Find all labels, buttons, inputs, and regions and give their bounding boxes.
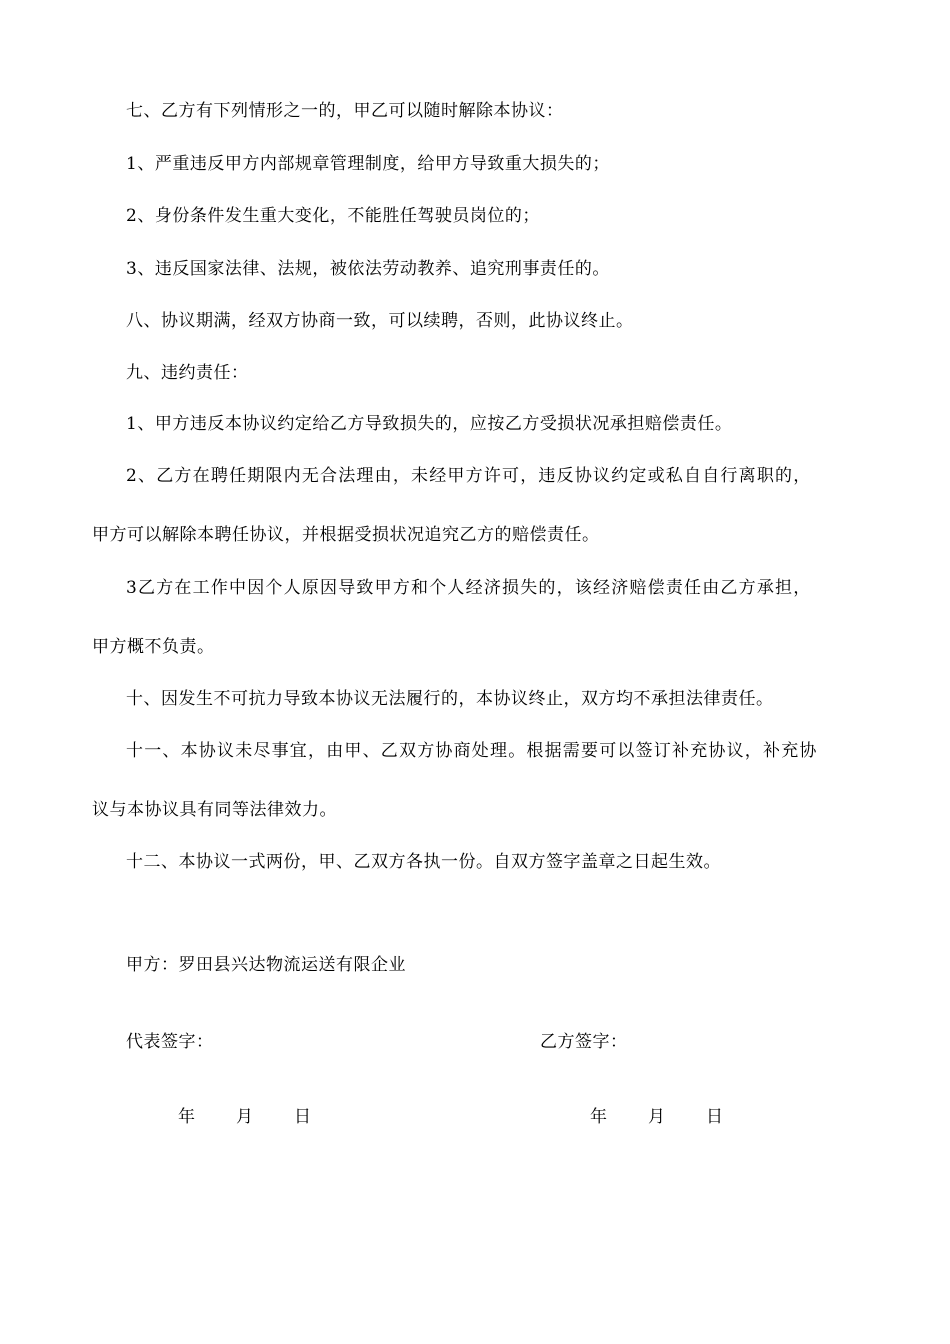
clause-10: 十、因发生不可抗力导致本协议无法履行的，本协议终止，双方均不承担法律责任。	[126, 689, 774, 709]
party-a-date-year: 年	[178, 1107, 195, 1127]
clause-12: 十二、本协议一式两份，甲、乙双方各执一份。自双方签字盖章之日起生效。	[126, 852, 721, 872]
clause-9-item-3-line-2: 甲方概不负责。	[92, 637, 215, 657]
clause-7-item-2: 2、身份条件发生重大变化，不能胜任驾驶员岗位的；	[126, 206, 540, 226]
clause-9-item-2-line-2: 甲方可以解除本聘任协议，并根据受损状况追究乙方的赔偿责任。	[92, 525, 600, 545]
clause-11-line-1: 十一、本协议未尽事宜，由甲、乙双方协商处理。根据需要可以签订补充协议，补充协	[126, 741, 818, 761]
clause-9-item-3-line-1: 3乙方在工作中因个人原因导致甲方和个人经济损失的，该经济赔偿责任由乙方承担，	[126, 578, 812, 598]
clause-7-item-1: 1、严重违反甲方内部规章管理制度，给甲方导致重大损失的；	[126, 154, 610, 174]
clause-8: 八、协议期满，经双方协商一致，可以续聘，否则，此协议终止。	[126, 311, 634, 331]
party-b-date-year: 年	[590, 1107, 607, 1127]
party-a-date-day: 日	[294, 1107, 311, 1127]
clause-11-line-2: 议与本协议具有同等法律效力。	[92, 800, 337, 820]
clause-9: 九、违约责任：	[126, 363, 249, 383]
representative-signature-label: 代表签字：	[126, 1032, 214, 1052]
clause-9-item-2-line-1: 2、乙方在聘任期限内无合法理由，未经甲方许可，违反协议约定或私自自行离职的，	[126, 466, 812, 486]
party-a-name: 甲方：罗田县兴达物流运送有限企业	[126, 955, 406, 975]
clause-9-item-1: 1、甲方违反本协议约定给乙方导致损失的，应按乙方受损状况承担赔偿责任。	[126, 414, 733, 434]
party-b-signature-label: 乙方签字：	[540, 1032, 628, 1052]
clause-7-item-3: 3、违反国家法律、法规，被依法劳动教养、追究刑事责任的。	[126, 259, 610, 279]
party-a-date-month: 月	[236, 1107, 253, 1127]
party-b-date-day: 日	[706, 1107, 723, 1127]
clause-7: 七、乙方有下列情形之一的，甲乙可以随时解除本协议：	[126, 101, 564, 121]
party-b-date-month: 月	[648, 1107, 665, 1127]
